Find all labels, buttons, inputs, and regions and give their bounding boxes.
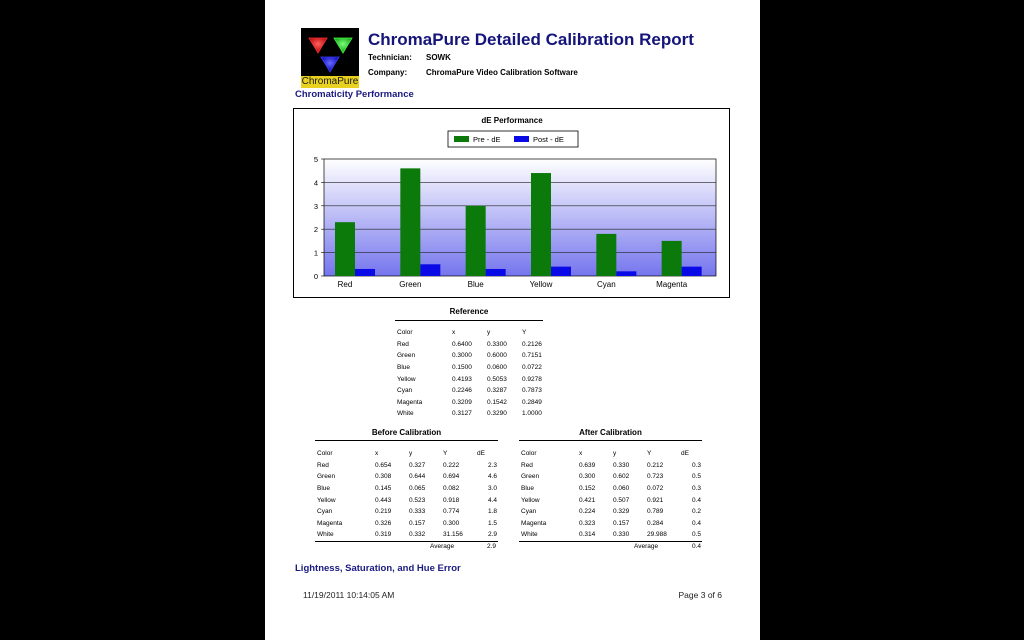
table-cell: 0.284	[647, 519, 664, 527]
report-page	[265, 0, 760, 640]
table-cell: Yellow	[521, 496, 540, 504]
table-cell: 0.7873	[522, 387, 542, 395]
table-cell: Green	[397, 352, 416, 360]
col-color: Color	[521, 450, 537, 458]
table-row	[521, 529, 701, 541]
table-cell: 0.329	[613, 508, 630, 516]
table-row	[397, 362, 547, 374]
company-value: ChromaPure Video Calibration Software	[426, 68, 578, 77]
table-cell: 0.3300	[487, 340, 507, 348]
company-label: Company:	[368, 68, 408, 77]
bar-pre-cyan	[596, 234, 616, 276]
table-row	[397, 385, 547, 397]
table-cell: Magenta	[317, 519, 343, 527]
table-cell: 0.300	[443, 519, 460, 527]
table-cell: 29.988	[647, 531, 667, 539]
table-row	[317, 529, 497, 541]
chromaticity-heading: Chromaticity Performance	[295, 89, 414, 100]
table-cell: 0.072	[647, 485, 664, 493]
table-cell: 0.212	[647, 461, 664, 469]
reference-title: Reference	[449, 307, 489, 316]
table-cell: 0.3	[691, 485, 701, 493]
col-Y: Y	[443, 450, 448, 458]
table-row	[317, 494, 497, 506]
table-cell: 2.3	[487, 461, 497, 469]
legend-swatch-pre	[454, 136, 469, 142]
reference-table	[397, 327, 547, 420]
table-cell: 0.3000	[452, 352, 472, 360]
table-cell: 0.6000	[487, 352, 507, 360]
chromapure-logo	[301, 28, 359, 88]
chart-canvas	[294, 109, 731, 299]
bar-post-magenta	[682, 267, 702, 276]
table-cell: Cyan	[521, 508, 537, 516]
table-cell: 1.5	[487, 519, 497, 527]
before-title: Before Calibration	[371, 428, 442, 437]
table-row	[397, 350, 547, 362]
page-number: Page 3 of 6	[678, 590, 722, 600]
table-cell: Red	[521, 461, 533, 469]
table-cell: 0.443	[375, 496, 392, 504]
table-cell: 4.6	[487, 473, 497, 481]
x-tick-label: Yellow	[529, 280, 553, 289]
col-Y: Y	[522, 329, 527, 337]
table-cell: 0.219	[375, 508, 392, 516]
bar-post-blue	[486, 269, 506, 276]
before-calibration-table	[317, 448, 497, 541]
bar-post-red	[355, 269, 375, 276]
table-row	[521, 483, 701, 495]
table-cell: 0.308	[375, 473, 392, 481]
de-performance-chart	[293, 108, 730, 298]
legend-label-post: Post - dE	[533, 135, 564, 144]
table-cell: White	[521, 531, 538, 539]
table-cell: 0.4	[691, 519, 701, 527]
table-cell: 0.157	[613, 519, 630, 527]
table-cell: 0.145	[375, 485, 392, 493]
table-cell: 0.0722	[522, 364, 542, 372]
report-timestamp: 11/19/2011 10:14:05 AM	[303, 590, 395, 600]
table-cell: 0.523	[409, 496, 426, 504]
table-cell: White	[317, 531, 334, 539]
table-cell: 0.774	[443, 508, 460, 516]
table-cell: Blue	[397, 364, 411, 372]
table-cell: 0.789	[647, 508, 664, 516]
reference-rule	[395, 320, 543, 321]
before-header-row	[317, 448, 497, 460]
table-cell: Red	[317, 461, 329, 469]
after-rule	[519, 440, 702, 441]
bar-pre-yellow	[531, 173, 551, 276]
table-cell: Cyan	[317, 508, 333, 516]
table-cell: 0.157	[409, 519, 426, 527]
table-cell: 0.639	[579, 461, 596, 469]
col-color: Color	[397, 329, 413, 337]
table-cell: 0.4	[691, 496, 701, 504]
after-title: After Calibration	[579, 428, 642, 437]
table-cell: 0.333	[409, 508, 426, 516]
table-cell: 0.330	[613, 531, 630, 539]
table-cell: Cyan	[397, 387, 413, 395]
bar-pre-magenta	[662, 241, 682, 276]
table-cell: 0.602	[613, 473, 630, 481]
legend-label-pre: Pre - dE	[473, 135, 501, 144]
table-cell: Blue	[317, 485, 331, 493]
table-cell: 1.0000	[522, 410, 542, 418]
table-cell: 0.5053	[487, 375, 507, 383]
technician-value: SOWK	[426, 53, 451, 62]
bar-post-green	[420, 264, 440, 276]
table-cell: 0.152	[579, 485, 596, 493]
chart-title: dE Performance	[481, 116, 543, 125]
table-row	[317, 506, 497, 518]
table-row	[397, 408, 547, 420]
table-cell: Yellow	[317, 496, 336, 504]
bar-post-yellow	[551, 267, 571, 276]
table-cell: 0.2126	[522, 340, 542, 348]
table-cell: 0.3127	[452, 410, 472, 418]
table-cell: 0.065	[409, 485, 426, 493]
table-cell: 0.3287	[487, 387, 507, 395]
table-row	[317, 483, 497, 495]
table-cell: 0.323	[579, 519, 596, 527]
bar-pre-red	[335, 222, 355, 276]
table-cell: Green	[521, 473, 540, 481]
table-cell: 0.654	[375, 461, 392, 469]
table-cell: 0.3290	[487, 410, 507, 418]
x-tick-label: Red	[337, 280, 353, 289]
report-title: ChromaPure Detailed Calibration Report	[368, 30, 694, 49]
table-cell: 0.421	[579, 496, 596, 504]
col-y: y	[487, 329, 491, 337]
plot-area	[324, 159, 716, 276]
table-cell: Green	[317, 473, 336, 481]
table-cell: 3.0	[487, 485, 497, 493]
col-y: y	[409, 450, 413, 458]
table-cell: 0.4193	[452, 375, 472, 383]
logo-text: ChromaPure	[301, 76, 359, 87]
after-calibration-table	[521, 448, 701, 541]
chart-legend	[448, 131, 578, 147]
after-header-row	[521, 448, 701, 460]
table-cell: 2.9	[487, 531, 497, 539]
table-cell: Magenta	[397, 398, 423, 406]
table-cell: 0.7151	[522, 352, 542, 360]
table-cell: 0.2	[691, 508, 701, 516]
table-cell: 0.918	[443, 496, 460, 504]
table-cell: 0.330	[613, 461, 630, 469]
col-de: dE	[681, 450, 689, 458]
table-cell: 0.1542	[487, 398, 507, 406]
bar-pre-blue	[466, 206, 486, 276]
before-average-label: Average	[430, 543, 455, 550]
table-cell: Magenta	[521, 519, 547, 527]
table-cell: 0.3	[691, 461, 701, 469]
y-tick-label: 1	[313, 248, 318, 258]
table-row	[317, 460, 497, 472]
table-cell: 0.5	[691, 473, 701, 481]
table-row	[521, 506, 701, 518]
legend-swatch-post	[514, 136, 529, 142]
lightness-heading: Lightness, Saturation, and Hue Error	[295, 563, 461, 574]
x-tick-label: Blue	[467, 280, 484, 289]
table-cell: White	[397, 410, 414, 418]
table-cell: 0.723	[647, 473, 664, 481]
col-color: Color	[317, 450, 333, 458]
table-cell: 0.2246	[452, 387, 472, 395]
y-tick-label: 2	[313, 225, 318, 235]
table-cell: 0.327	[409, 461, 426, 469]
col-x: x	[375, 450, 379, 458]
table-row	[317, 518, 497, 530]
table-cell: Yellow	[397, 375, 416, 383]
table-row	[397, 397, 547, 409]
table-cell: 0.644	[409, 473, 426, 481]
table-cell: 0.332	[409, 531, 426, 539]
col-de: dE	[477, 450, 485, 458]
table-row	[521, 494, 701, 506]
table-cell: 0.314	[579, 531, 596, 539]
before-total-rule	[315, 541, 498, 542]
table-cell: 0.326	[375, 519, 392, 527]
table-cell: 0.694	[443, 473, 460, 481]
table-cell: 0.060	[613, 485, 630, 493]
table-cell: 0.507	[613, 496, 630, 504]
table-cell: 31.156	[443, 531, 463, 539]
bar-pre-green	[400, 168, 420, 276]
after-average-value: 0.4	[692, 543, 702, 550]
x-tick-label: Cyan	[596, 280, 616, 289]
table-row	[521, 460, 701, 472]
table-row	[521, 518, 701, 530]
after-average-label: Average	[634, 543, 659, 550]
table-cell: 0.2849	[522, 398, 542, 406]
table-cell: 4.4	[487, 496, 497, 504]
x-tick-label: Green	[399, 280, 422, 289]
table-cell: Red	[397, 340, 409, 348]
table-cell: 0.224	[579, 508, 596, 516]
table-row	[521, 471, 701, 483]
y-tick-label: 5	[313, 155, 318, 164]
x-tick-label: Magenta	[656, 280, 688, 289]
table-cell: 0.0600	[487, 364, 507, 372]
table-cell: 0.1500	[452, 364, 472, 372]
col-x: x	[452, 329, 456, 337]
col-y: y	[613, 450, 617, 458]
before-rule	[315, 440, 498, 441]
reference-header-row	[397, 327, 547, 339]
table-cell: 0.3209	[452, 398, 472, 406]
y-tick-label: 4	[313, 178, 318, 188]
table-cell: 1.8	[487, 508, 497, 516]
table-row	[317, 471, 497, 483]
table-cell: Blue	[521, 485, 535, 493]
table-row	[397, 373, 547, 385]
table-cell: 0.921	[647, 496, 664, 504]
table-cell: 0.319	[375, 531, 392, 539]
col-Y: Y	[647, 450, 652, 458]
table-cell: 0.6400	[452, 340, 472, 348]
y-tick-label: 0	[313, 272, 318, 281]
table-cell: 0.300	[579, 473, 596, 481]
bar-post-cyan	[616, 271, 636, 276]
col-x: x	[579, 450, 583, 458]
table-cell: 0.222	[443, 461, 460, 469]
before-average-value: 2.9	[487, 543, 497, 550]
y-tick-label: 3	[313, 201, 318, 211]
technician-label: Technician:	[368, 53, 412, 62]
table-cell: 0.9278	[522, 375, 542, 383]
table-cell: 0.5	[691, 531, 701, 539]
table-cell: 0.082	[443, 485, 460, 493]
table-row	[397, 339, 547, 351]
after-total-rule	[519, 541, 702, 542]
